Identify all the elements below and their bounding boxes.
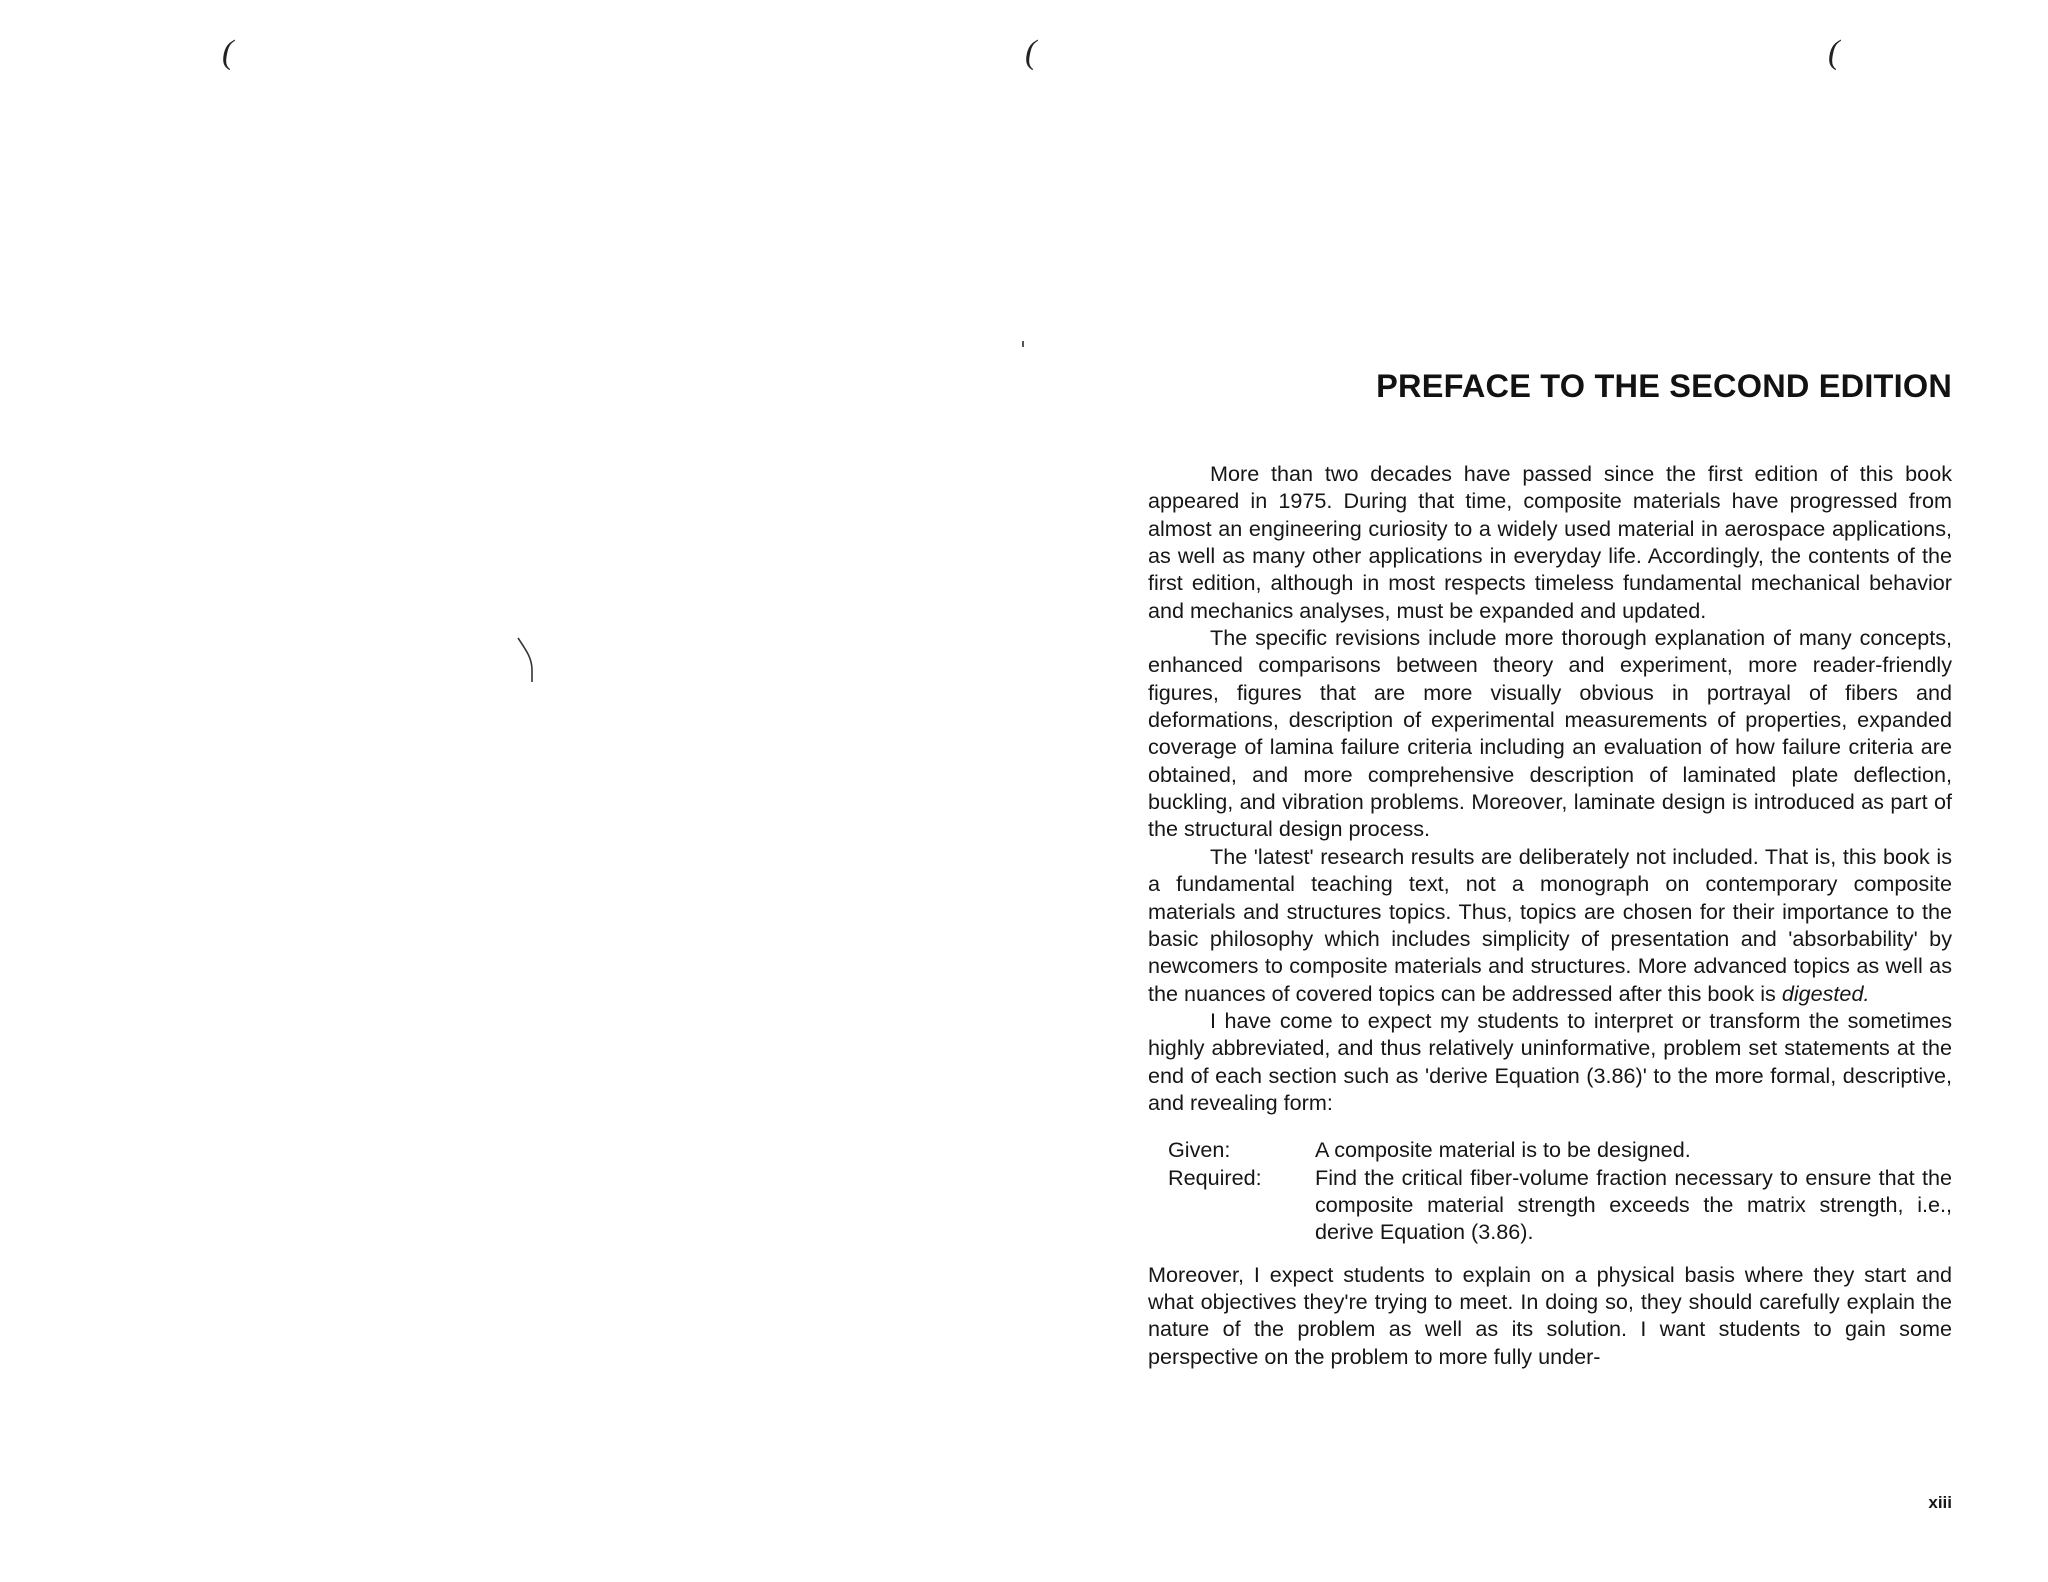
paragraph-4: I have come to expect my students to interpret or transform the sometimes highly abbreviated, and thus relatively uninformative, problem set statements at the end of each section such as 'derive Equation (3.86)' to the more formal, descriptive, and revealing form: <box>1148 1007 1952 1115</box>
scan-mark-left: ( <box>222 34 234 71</box>
page-number: xiii <box>1928 1493 1952 1512</box>
paragraph-3-text: The 'latest' research results are deliberately not included. That is, this book is a fundamental teaching text, not a monograph on contemporary composite materials and structures topics. Thus, topics are chosen for their importance to the basic philosophy which includes simplicity of presentation and 'absorbability' by newcomers to composite materials and structures. More advanced topics as well as the nuances of covered topics can be addressed after this book is <box>1148 843 1952 1006</box>
scan-mark-middle: ( <box>1025 34 1037 71</box>
page-title: PREFACE TO THE SECOND EDITION <box>1376 368 1952 404</box>
required-label: Required: <box>1168 1164 1262 1190</box>
given-text: A composite material is to be designed. <box>1315 1137 1691 1163</box>
given-label: Given: <box>1168 1137 1231 1163</box>
given-required-block <box>1168 1136 1952 1245</box>
scan-mark-right: ( <box>1828 34 1840 71</box>
paragraph-2: The specific revisions include more thorough explanation of many concepts, enhanced comparisons between theory and experiment, more reader-friendly figures, figures that are more visually obvious in portrayal of fibers and deformations, description of experimental measurements of properties, expanded coverage of lamina failure criteria including an evaluation of how failure criteria are obtained, and more comprehensive description of laminated plate deflection, buckling, and vibration problems. Moreover, laminate design is introduced as part of the structural design process. <box>1148 625 1952 842</box>
scan-dot <box>1022 341 1024 347</box>
paragraph-3 <box>1148 843 1952 1007</box>
preface-body <box>1148 460 1952 1370</box>
paragraph-1: More than two decades have passed since the first edition of this book appeared in 1975. During that time, composite materials have progressed from almost an engineering curiosity to a widely used material in aerospace applications, as well as many other applications in everyday life. Accordingly, the contents of the first edition, although in most respects timeless fundamental mechanical behavior and mechanics analyses, must be expanded and updated. <box>1148 461 1952 623</box>
paragraph-5: Moreover, I expect students to explain on a physical basis where they start and what objectives they're trying to meet. In doing so, they should carefully explain the nature of the problem as well as its solution. I want students to gain some perspective on the problem to more fully under- <box>1148 1261 1952 1369</box>
required-text: Find the critical fiber-volume fraction necessary to ensure that the composite material strength exceeds the matrix strength, i.e., derive Equation (3.86). <box>1315 1164 1952 1245</box>
paragraph-3-italic: digested. <box>1781 980 1870 1006</box>
scan-stroke <box>516 636 540 684</box>
